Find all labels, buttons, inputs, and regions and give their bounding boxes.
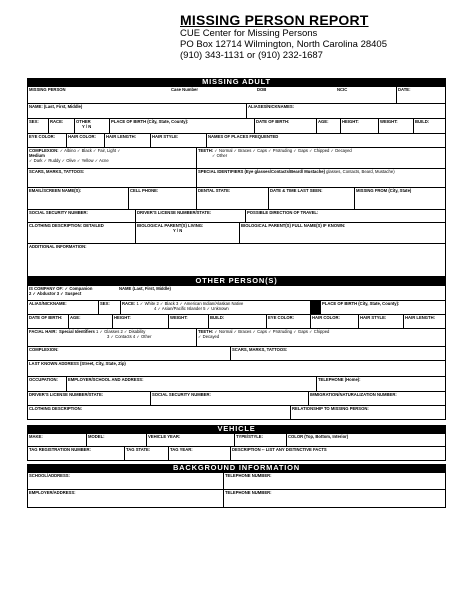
ncic-label: NCIC bbox=[337, 87, 348, 92]
tag-reg-field[interactable]: TAG REGISTRATION NUMBER: bbox=[29, 447, 91, 452]
org-address: PO Box 12714 Wilmington, North Carolina 28405 bbox=[180, 39, 388, 50]
other-special-options-1: 1 ✓ Glasses 2 ✓ Disability bbox=[96, 329, 146, 334]
row-vehicle bbox=[27, 433, 446, 447]
row-physical bbox=[27, 119, 446, 134]
sex-field[interactable]: SEX: bbox=[29, 119, 39, 124]
other-pob-field[interactable]: PLACE OF BIRTH (City, State, County): bbox=[320, 301, 445, 314]
name-field[interactable]: NAME: (Last, First, Middle) bbox=[29, 104, 83, 109]
other-hair-color-field[interactable]: HAIR COLOR: bbox=[310, 315, 358, 328]
complexion-label: COMPLEXION: bbox=[29, 148, 59, 153]
date-label: DATE: bbox=[398, 87, 411, 92]
case-number-field[interactable] bbox=[170, 87, 256, 103]
date-field[interactable] bbox=[396, 87, 445, 103]
other-clothing-field[interactable]: CLOTHING DESCRIPTION: bbox=[29, 406, 83, 411]
teeth-field[interactable] bbox=[196, 148, 445, 168]
black-marker bbox=[310, 301, 320, 314]
hair-length-field[interactable]: HAIR LENGTH: bbox=[104, 134, 150, 147]
row-ssn bbox=[27, 210, 446, 223]
row-tag bbox=[27, 447, 446, 461]
hair-color-field[interactable]: HAIR COLOR: bbox=[66, 134, 104, 147]
row-other-facial bbox=[27, 329, 446, 347]
complexion-options-2: ✓ Dark ✓ Ruddy ✓ Olive ✓ Yellow ✓ Acne bbox=[29, 157, 109, 163]
direction-field[interactable]: POSSIBLE DIRECTION OF TRAVEL: bbox=[245, 210, 445, 222]
other-sex-field[interactable]: SEX: bbox=[98, 301, 120, 314]
other-teeth-label: TEETH: bbox=[198, 329, 214, 334]
row-name bbox=[27, 104, 446, 119]
other-hair-style-field[interactable]: HAIR STYLE: bbox=[358, 315, 403, 328]
row-other-clothing bbox=[27, 406, 446, 420]
pob-field[interactable]: PLACE OF BIRTH (City, State, County): bbox=[109, 119, 254, 133]
ssn-field[interactable]: SOCIAL SECURITY NUMBER: bbox=[29, 210, 88, 215]
special-identifiers-field[interactable] bbox=[196, 169, 445, 187]
other-eye-field[interactable]: EYE COLOR: bbox=[266, 315, 310, 328]
immigration-field[interactable]: IMMIGRATION/NATURALIZATION NUMBER: bbox=[308, 392, 445, 405]
row-additional bbox=[27, 244, 446, 277]
type-style-field[interactable]: TYPE/STYLE: bbox=[234, 434, 286, 446]
other-build-field[interactable]: BUILD: bbox=[208, 315, 266, 328]
other-teeth-field[interactable] bbox=[196, 329, 445, 346]
hair-style-field[interactable]: HAIR STYLE: bbox=[150, 134, 206, 147]
report-form bbox=[27, 78, 446, 508]
other-alias-field[interactable]: ALIAS/NICKNAME: bbox=[29, 301, 67, 306]
case-number-label: Case Number bbox=[171, 87, 198, 92]
other-label: OTHER bbox=[76, 119, 91, 124]
dob-label: DOB bbox=[257, 87, 267, 92]
row-school bbox=[27, 472, 446, 490]
employer-address-field[interactable]: EMPLOYER/ADDRESS: bbox=[29, 490, 76, 495]
last-address-field[interactable]: LAST KNOWN ADDRESS (Street, City, State, Zip) bbox=[29, 361, 126, 366]
alias-field[interactable]: ALIASES/NICKNAMES: bbox=[246, 104, 445, 118]
other-special-options-2: 3 ✓ Contacts 4 ✓ Other bbox=[107, 333, 152, 339]
dob2-field[interactable]: DATE OF BIRTH: bbox=[254, 119, 316, 133]
relationship-field[interactable]: RELATIONSHIP TO MISSING PERSON: bbox=[290, 406, 445, 419]
other-yn: Y / N bbox=[82, 123, 92, 129]
bio-parent-label: BIOLOGICAL PARENT(S) LIVING: bbox=[137, 223, 204, 228]
missing-person-label: MISSING PERSON bbox=[29, 87, 66, 92]
race-field[interactable]: RACE: bbox=[48, 119, 74, 133]
tag-state-field[interactable]: TAG STATE: bbox=[124, 447, 168, 460]
clothing-field[interactable]: CLOTHING DESCRIPTION: DETAILED bbox=[29, 223, 104, 228]
report-header bbox=[180, 12, 440, 61]
vehicle-color-field[interactable]: COLOR (Top, Bottom, Interior) bbox=[286, 434, 445, 446]
medium-label: Medium bbox=[29, 152, 45, 158]
other-teeth-options: ✓ Normal ✓ Braces ✓ Caps ✓ Protruding ✓ Gaps ✓ Chipped bbox=[214, 329, 330, 334]
scars-field[interactable]: SCARS, MARKS, TATTOOS: bbox=[29, 169, 85, 174]
build-field[interactable]: BUILD: bbox=[413, 119, 445, 133]
other-race-options-1: 1 ✓ White 2 ✓ Black 3 ✓ American Indian/Alaskan Native bbox=[136, 301, 244, 306]
row-company bbox=[27, 285, 446, 301]
age-field[interactable]: AGE: bbox=[316, 119, 340, 133]
eye-color-field[interactable]: EYE COLOR: bbox=[29, 134, 56, 139]
other-race-label: RACE: bbox=[122, 301, 136, 306]
row-complexion bbox=[27, 148, 446, 169]
row-contact bbox=[27, 188, 446, 210]
license-field[interactable]: DRIVER'S LICENSE NUMBER/STATE: bbox=[135, 210, 245, 222]
employer-field[interactable]: EMPLOYER/SCHOOL AND ADDRESS: bbox=[66, 377, 316, 391]
dental-field[interactable]: DENTAL STATE: bbox=[196, 188, 268, 209]
employer-telephone-field[interactable]: TELEPHONE NUMBER: bbox=[223, 490, 445, 507]
row-scars bbox=[27, 169, 446, 188]
other-hair-length-field[interactable]: HAIR LENGTH: bbox=[403, 315, 445, 328]
additional-info-field[interactable]: ADDITIONAL INFORMATION: bbox=[29, 244, 87, 249]
row-other-complexion bbox=[27, 347, 446, 361]
bio-parent-field[interactable] bbox=[135, 223, 239, 243]
bio-parent-yn: Y / N bbox=[173, 227, 183, 233]
section-other-persons: OTHER PERSON(S) bbox=[27, 277, 446, 285]
other-field[interactable] bbox=[74, 119, 109, 133]
dob-field[interactable] bbox=[256, 87, 336, 103]
other-race-field[interactable] bbox=[120, 301, 310, 314]
ncic-field[interactable] bbox=[336, 87, 396, 103]
other-name-field[interactable]: NAME (Last, First, Middle) bbox=[119, 286, 171, 291]
org-name: CUE Center for Missing Persons bbox=[180, 28, 318, 39]
height-field[interactable]: HEIGHT: bbox=[340, 119, 378, 133]
other-telephone-field[interactable]: TELEPHONE (Home): bbox=[316, 377, 445, 391]
school-telephone-field[interactable]: TELEPHONE NUMBER: bbox=[223, 473, 445, 489]
teeth-other: ✓ Other bbox=[212, 152, 228, 158]
places-field[interactable]: NAMES OF PLACES FREQUENTED bbox=[206, 134, 445, 147]
other-age-field[interactable]: AGE: bbox=[68, 315, 112, 328]
date-last-seen-field[interactable]: DATE & TIME LAST SEEN: bbox=[268, 188, 354, 209]
is-company-field[interactable] bbox=[28, 286, 118, 300]
row-other-address bbox=[27, 361, 446, 377]
tag-year-field[interactable]: TAG YEAR: bbox=[168, 447, 230, 460]
school-address-field[interactable]: SCHOOL/ADDRESS: bbox=[29, 473, 70, 478]
missing-from-field[interactable]: MISSING FROM (City, State) bbox=[354, 188, 445, 209]
bio-parent-names-field[interactable]: BIOLOGICAL PARENT(S) FULL NAME(S) IF KNOWN: bbox=[239, 223, 445, 243]
section-background: BACKGROUND INFORMATION bbox=[27, 464, 446, 472]
vehicle-description-field[interactable]: DESCRIPTION -- LIST ANY DISTINCTIVE FACTS bbox=[230, 447, 445, 460]
make-field[interactable]: MAKE: bbox=[29, 434, 43, 439]
row-other-physical bbox=[27, 315, 446, 329]
email-field[interactable]: EMAIL/SCREEN NAME(S): bbox=[29, 188, 82, 193]
row-employer bbox=[27, 490, 446, 508]
teeth-options: ✓ Normal ✓ Braces ✓ Caps ✓ Protruding ✓ Gaps ✓ Chipped ✓ Decayed bbox=[214, 148, 352, 153]
other-dob-field[interactable]: DATE OF BIRTH: bbox=[29, 315, 63, 320]
other-ssn-field[interactable]: SOCIAL SECURITY NUMBER: bbox=[150, 392, 308, 405]
special-note: glasses, Contacts, Beard, Mustache) bbox=[326, 169, 395, 174]
row-other-occupation bbox=[27, 377, 446, 392]
report-title: MISSING PERSON REPORT bbox=[180, 12, 369, 28]
other-special-field[interactable] bbox=[58, 329, 196, 346]
other-weight-field[interactable]: WEIGHT: bbox=[168, 315, 208, 328]
row-hair bbox=[27, 134, 446, 148]
row-other-license bbox=[27, 392, 446, 406]
complexion-options-1: ✓ Albino ✓ Black ✓ Fair, Light ✓ bbox=[59, 148, 121, 153]
teeth-label: TEETH: bbox=[198, 148, 214, 153]
other-race-options-2: 4 ✓ Asian/Pacific Islander 5 ✓ Unknown bbox=[154, 305, 229, 311]
other-scars-field[interactable]: SCARS, MARKS, TATTOOS: bbox=[230, 347, 445, 360]
section-vehicle: VEHICLE bbox=[27, 425, 446, 433]
row-case bbox=[27, 86, 446, 104]
org-phone: (910) 343-1131 or (910) 232-1687 bbox=[180, 50, 323, 61]
other-license-field[interactable]: DRIVER'S LICENSE NUMBER/STATE: bbox=[29, 392, 104, 397]
abductor-options: 2 ✓ Abductor 3 ✓ Suspect bbox=[29, 290, 82, 296]
special-label: SPECIAL IDENTIFIERS (Eye glasses/Contacts/Beard/ Mustache) bbox=[198, 169, 325, 174]
occupation-field[interactable]: OCCUPATION: bbox=[29, 377, 58, 382]
model-field[interactable]: MODEL: bbox=[86, 434, 146, 446]
is-company-label: IS COMPANY OF: ✓ Companion bbox=[29, 286, 93, 291]
section-missing-adult: MISSING ADULT bbox=[27, 78, 446, 86]
other-teeth-decayed: ✓ Decayed bbox=[198, 333, 220, 339]
row-clothing bbox=[27, 223, 446, 244]
weight-field[interactable]: WEIGHT: bbox=[378, 119, 413, 133]
other-special-label: Special Identifiers bbox=[59, 329, 95, 334]
cell-phone-field[interactable]: CELL PHONE: bbox=[128, 188, 196, 209]
vehicle-year-field[interactable]: VEHICLE YEAR: bbox=[146, 434, 234, 446]
row-other-alias bbox=[27, 301, 446, 315]
complexion-field[interactable] bbox=[28, 148, 196, 168]
facial-hair-field[interactable]: FACIAL HAIR: bbox=[29, 329, 57, 334]
other-complexion-field[interactable]: COMPLEXION: bbox=[29, 347, 59, 352]
other-height-field[interactable]: HEIGHT: bbox=[112, 315, 168, 328]
